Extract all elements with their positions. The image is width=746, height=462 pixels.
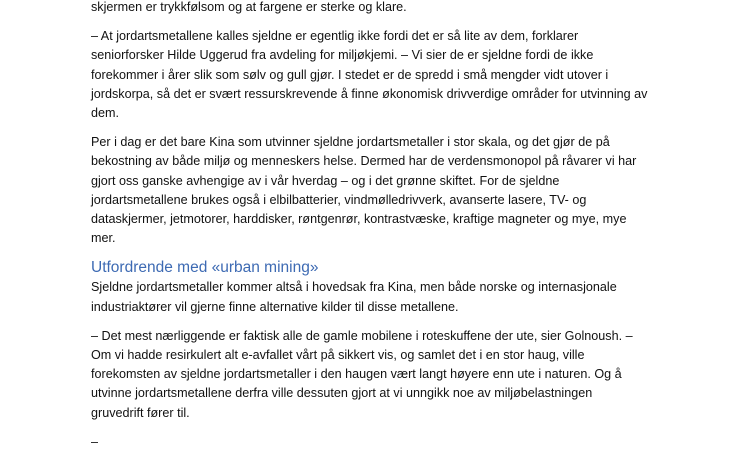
text-line: jordartsmetallene brukes også i elbilbatterier, vindmølledrivverk, avanserte lasere, TV- og [91, 192, 587, 207]
text-line: utvinne jordartsmetallene derfra ville dessuten gjort at vi unngikk noe av miljøbelastningen [91, 386, 593, 401]
text-line: industriaktører vil gjerne finne alternative kilder til disse metallene. [91, 299, 459, 314]
text-line: forekomsten av sjeldne jordartsmetaller i den haugen vært langt høyere enn ute i naturen. Og å [91, 367, 622, 382]
text-line: seniorforsker Hilde Uggerud fra avdeling for miljøkjemi. – Vi sier de er sjeldne fordi de ikke [91, 48, 594, 63]
section-heading: Utfordrende med «urban mining» [91, 259, 319, 277]
text-line: jordskorpa, så det er svært ressurskrevende å finne økonomisk drivverdige områder for utvinning av [91, 86, 648, 101]
text-line: mer. [91, 231, 116, 246]
text-line: gjort oss ganske avhengige av i vår hverdag – og i det grønne skiftet. For de sjeldne [91, 173, 560, 188]
text-line: skjermen er trykkfølsom og at fargene er sterke og klare. [91, 0, 407, 14]
paragraph-quote-golnoush [91, 327, 671, 423]
text-line: gruvedrift fører til. [91, 405, 190, 420]
document-body [91, 0, 671, 462]
text-line: bekostning av både miljø og menneskers helse. Dermed har de verdensmonopol på råvarer vi har [91, 154, 637, 169]
text-line: – Det mest nærliggende er faktisk alle de gamle mobilene i roteskuffene der ute, sier Golnoush. – [91, 328, 633, 343]
paragraph-kina [91, 133, 671, 248]
paragraph-quote-uggerud [91, 27, 671, 123]
paragraph-intro-tail [91, 0, 671, 17]
text-line: – [91, 434, 99, 449]
paragraph-sources [91, 278, 671, 316]
text-line: dataskjermer, jetmotorer, harddisker, røntgenrør, kontrastvæske, kraftige magneter og mye, mye [91, 212, 627, 227]
text-line: Om vi hadde resirkulert alt e-avfallet vårt på sikkert vis, og samlet det i en stor haug, ville [91, 348, 585, 363]
paragraph-next-quote [91, 433, 671, 452]
text-line: dem. [91, 106, 119, 121]
text-line: Sjeldne jordartsmetaller kommer altså i hovedsak fra Kina, men både norske og internasjonale [91, 280, 617, 295]
text-line: – At jordartsmetallene kalles sjeldne er egentlig ikke fordi det er så lite av dem, forklarer [91, 29, 579, 44]
text-line: forekommer i årer slik som sølv og gull gjør. I stedet er de spredd i små mengder vidt utover i [91, 67, 609, 82]
text-line: Per i dag er det bare Kina som utvinner sjeldne jordartsmetaller i stor skala, og det gjør de på [91, 135, 610, 150]
